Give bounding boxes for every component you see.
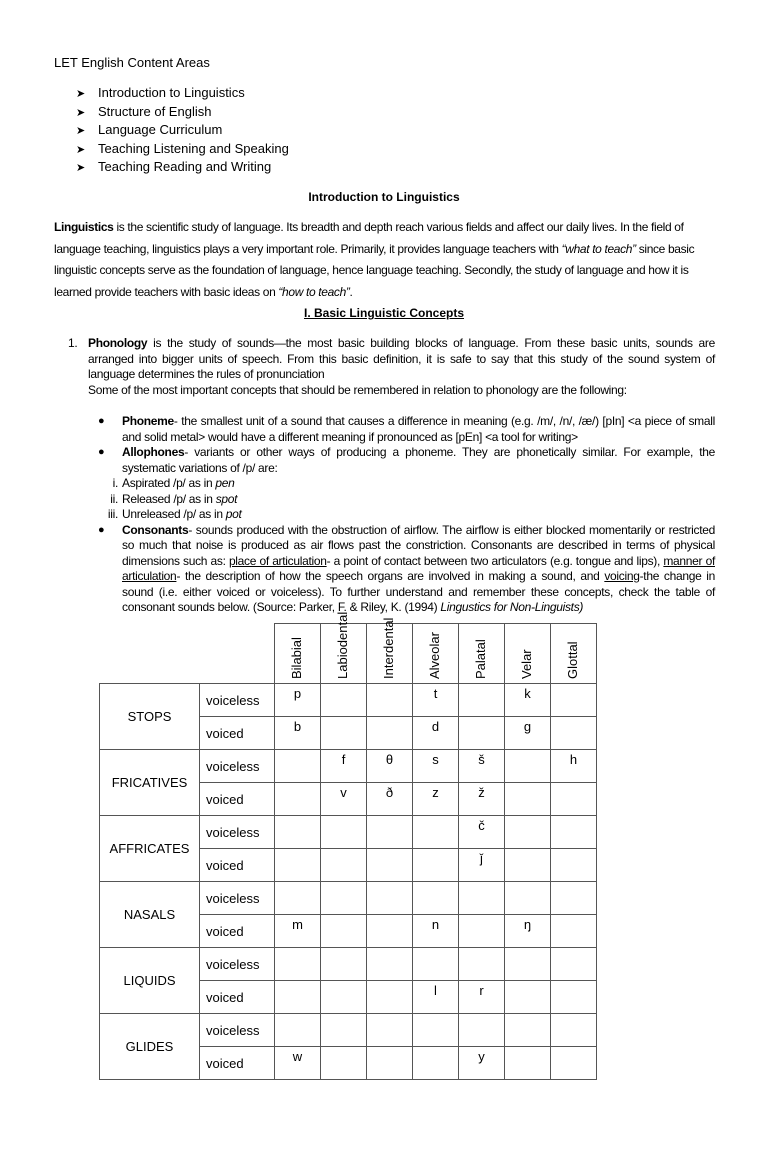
symbol-cell [505, 783, 551, 816]
symbol-cell: f [321, 750, 367, 783]
place-label: Velar [518, 649, 534, 679]
symbol-cell [367, 717, 413, 750]
table-row [100, 816, 597, 849]
list-item: ● Consonants- sounds produced with the obstruction of airflow. The airflow is either blocked momentarily or restricted so much that noise is produced as air flows past the constriction. Consonants are described in terms of physical dimensions such as: place of articulation- a point of contact between two articulators (e.g. tongue and lips), manner of articulation- the description of how the speech organs are involved in making a sound, and voicing-the change in sound (i.e. either voiced or voiceless). To further understand and remember these concepts, check the table of consonant sounds below. (Source: Parker, F. & Riley, K. (1994) Lingustics for Non-Linguists) [98, 522, 716, 614]
symbol-cell [275, 849, 321, 882]
symbol-cell [321, 981, 367, 1014]
intro-paragraph: Linguistics is the scientific study of language. Its breadth and depth reach various fields and affect our daily lives. In the field of language teaching, linguistics plays a very important role. Primarily, it provides language teachers with “what to teach” since basic linguistic concepts serve as the foundation of language, hence language teaching. Secondly, the study of language and how it is learned provide teachers with basic ideas on “how to teach”. [54, 220, 695, 299]
symbol-cell: θ [367, 750, 413, 783]
section-heading: I. Basic Linguistic Concepts [303, 306, 465, 320]
list-number: 1. [68, 336, 78, 350]
symbol-cell: s [413, 750, 459, 783]
arrow-bullet-icon: ➤ [76, 88, 86, 100]
symbol-cell [367, 981, 413, 1014]
manner-cell: AFFRICATES [100, 816, 200, 882]
symbol-cell [551, 882, 597, 915]
symbol-cell: ž [459, 783, 505, 816]
symbol-cell: v [321, 783, 367, 816]
symbol-cell [275, 1014, 321, 1047]
voicing-cell: voiceless [200, 750, 275, 783]
symbol-cell [551, 1014, 597, 1047]
voicing-cell: voiced [200, 981, 275, 1014]
sublist-item: i. Aspirated /p/ as in pen [112, 476, 235, 490]
symbol-cell: š [459, 750, 505, 783]
place-label: Glottal [564, 641, 580, 679]
symbol-cell [321, 915, 367, 948]
symbol-cell [505, 981, 551, 1014]
voicing-cell: voiced [200, 849, 275, 882]
arrow-bullet-icon: ➤ [76, 125, 86, 137]
arrow-bullet-icon: ➤ [76, 162, 86, 174]
symbol-cell [459, 717, 505, 750]
voicing-cell: voiced [200, 717, 275, 750]
symbol-cell [459, 882, 505, 915]
symbol-cell [321, 684, 367, 717]
symbol-cell [321, 717, 367, 750]
symbol-cell [505, 750, 551, 783]
sublist-item: ii. Released /p/ as in spot [110, 491, 238, 506]
symbol-cell [275, 783, 321, 816]
place-header-cell [367, 617, 413, 684]
sublist-item: iii. Unreleased /p/ as in pot [107, 507, 242, 521]
symbol-cell [551, 981, 597, 1014]
arrow-bullet-icon: ➤ [76, 106, 86, 119]
symbol-cell [505, 948, 551, 981]
symbol-cell: r [459, 981, 505, 1014]
symbol-cell [413, 948, 459, 981]
list-item: ➤ Language Curriculum [76, 121, 289, 140]
symbol-cell [367, 948, 413, 981]
table-header-row [100, 624, 597, 684]
symbol-cell [505, 1014, 551, 1047]
place-label: Labiodental [334, 611, 350, 679]
concept-bullets [98, 414, 715, 616]
symbol-cell [459, 915, 505, 948]
symbol-cell: b [275, 717, 321, 750]
voicing-cell: voiceless [200, 1014, 275, 1047]
place-header-cell [275, 624, 321, 684]
bullet-icon: ● [98, 523, 105, 536]
symbol-cell [505, 849, 551, 882]
manner-cell: NASALS [100, 882, 200, 948]
symbol-cell [321, 948, 367, 981]
symbol-cell: ŋ [505, 915, 551, 948]
symbol-cell [551, 717, 597, 750]
place-label: Palatal [472, 639, 488, 679]
voicing-cell: voiced [200, 1047, 275, 1080]
symbol-cell [459, 948, 505, 981]
table-row [100, 684, 597, 717]
symbol-cell [551, 849, 597, 882]
symbol-cell [459, 1014, 505, 1047]
symbol-cell [321, 1047, 367, 1080]
symbol-cell [413, 1014, 459, 1047]
list-item: ➤ Introduction to Linguistics [76, 84, 289, 103]
consonant-table [99, 611, 597, 1080]
place-header-cell [551, 624, 597, 684]
symbol-cell [367, 816, 413, 849]
symbol-cell [551, 684, 597, 717]
symbol-cell [367, 1047, 413, 1080]
place-label: Alveolar [426, 632, 442, 679]
list-item: ➤ Teaching Listening and Speaking [76, 140, 289, 159]
topics-list [76, 84, 289, 177]
arrow-bullet-icon: ➤ [76, 143, 86, 156]
symbol-cell: ð [367, 783, 413, 816]
symbol-cell: z [413, 783, 459, 816]
symbol-cell: k [505, 684, 551, 717]
list-item: ➤ Teaching Reading and Writing [76, 158, 289, 177]
symbol-cell [367, 1014, 413, 1047]
symbol-cell [275, 882, 321, 915]
symbol-cell [505, 816, 551, 849]
voicing-cell: voiced [200, 783, 275, 816]
symbol-cell: g [505, 717, 551, 750]
symbol-cell [413, 849, 459, 882]
symbol-cell: m [275, 915, 321, 948]
symbol-cell [505, 1047, 551, 1080]
symbol-cell [367, 684, 413, 717]
symbol-cell: d [413, 717, 459, 750]
symbol-cell: ǰ [459, 849, 505, 882]
place-label: Interdental [380, 617, 396, 679]
manner-cell: STOPS [100, 684, 200, 750]
place-header-cell [321, 611, 367, 684]
symbol-cell [551, 948, 597, 981]
symbol-cell [321, 849, 367, 882]
symbol-cell [321, 816, 367, 849]
section-heading: Introduction to Linguistics [308, 190, 460, 204]
list-item: ● Allophones- variants or other ways of producing a phoneme. They are phonetically similar. For example, the systematic variations of /p/ are: [98, 445, 715, 475]
voicing-cell: voiceless [200, 948, 275, 981]
symbol-cell: n [413, 915, 459, 948]
manner-cell: FRICATIVES [100, 750, 200, 816]
symbol-cell: h [551, 750, 597, 783]
header-blank-cell [100, 624, 275, 684]
symbol-cell: y [459, 1047, 505, 1080]
symbol-cell [275, 948, 321, 981]
voicing-cell: voiceless [200, 882, 275, 915]
voicing-cell: voiceless [200, 684, 275, 717]
place-header-cell [459, 624, 505, 684]
symbol-cell [459, 684, 505, 717]
symbol-cell [551, 1047, 597, 1080]
symbol-cell: l [413, 981, 459, 1014]
phonology-item: 1. Phonology is the study of sounds—the most basic building blocks of language. From these basic units, sounds are arranged into bigger units of speech. From this basic definition, it is safe to say that this study of the sound system of language determines the rules of pronunciation Some of the most important concepts that should be remembered in relation to phonology are the following: [68, 336, 715, 397]
place-label: Bilabial [288, 637, 304, 679]
voicing-cell: voiced [200, 915, 275, 948]
symbol-cell [551, 816, 597, 849]
symbol-cell [275, 750, 321, 783]
symbol-cell [413, 816, 459, 849]
symbol-cell [275, 981, 321, 1014]
symbol-cell [367, 915, 413, 948]
place-header-cell [505, 624, 551, 684]
manner-cell: LIQUIDS [100, 948, 200, 1014]
bullet-icon: ● [98, 415, 105, 427]
symbol-cell [367, 882, 413, 915]
symbol-cell [413, 882, 459, 915]
symbol-cell [551, 915, 597, 948]
symbol-cell [321, 882, 367, 915]
symbol-cell [367, 849, 413, 882]
symbol-cell: t [413, 684, 459, 717]
symbol-cell [413, 1047, 459, 1080]
symbol-cell: p [275, 684, 321, 717]
table-row [100, 948, 597, 981]
table-row [100, 1014, 597, 1047]
symbol-cell [275, 816, 321, 849]
place-header-cell [413, 624, 459, 684]
table-row [100, 882, 597, 915]
bullet-icon: ● [98, 446, 105, 458]
manner-cell: GLIDES [100, 1014, 200, 1080]
table-row [100, 750, 597, 783]
symbol-cell [551, 783, 597, 816]
symbol-cell: w [275, 1047, 321, 1080]
document-title: LET English Content Areas [54, 55, 210, 70]
list-item: ● Phoneme- the smallest unit of a sound that causes a difference in meaning (e.g. /m/, /n/, /æ/) [pIn] <a piece of small and solid metal> would have a different meaning if pronounced as [pEn] <a tool for writing> [98, 414, 715, 444]
list-item: ➤ Structure of English [76, 103, 289, 122]
symbol-cell [505, 882, 551, 915]
symbol-cell [321, 1014, 367, 1047]
symbol-cell: č [459, 816, 505, 849]
voicing-cell: voiceless [200, 816, 275, 849]
